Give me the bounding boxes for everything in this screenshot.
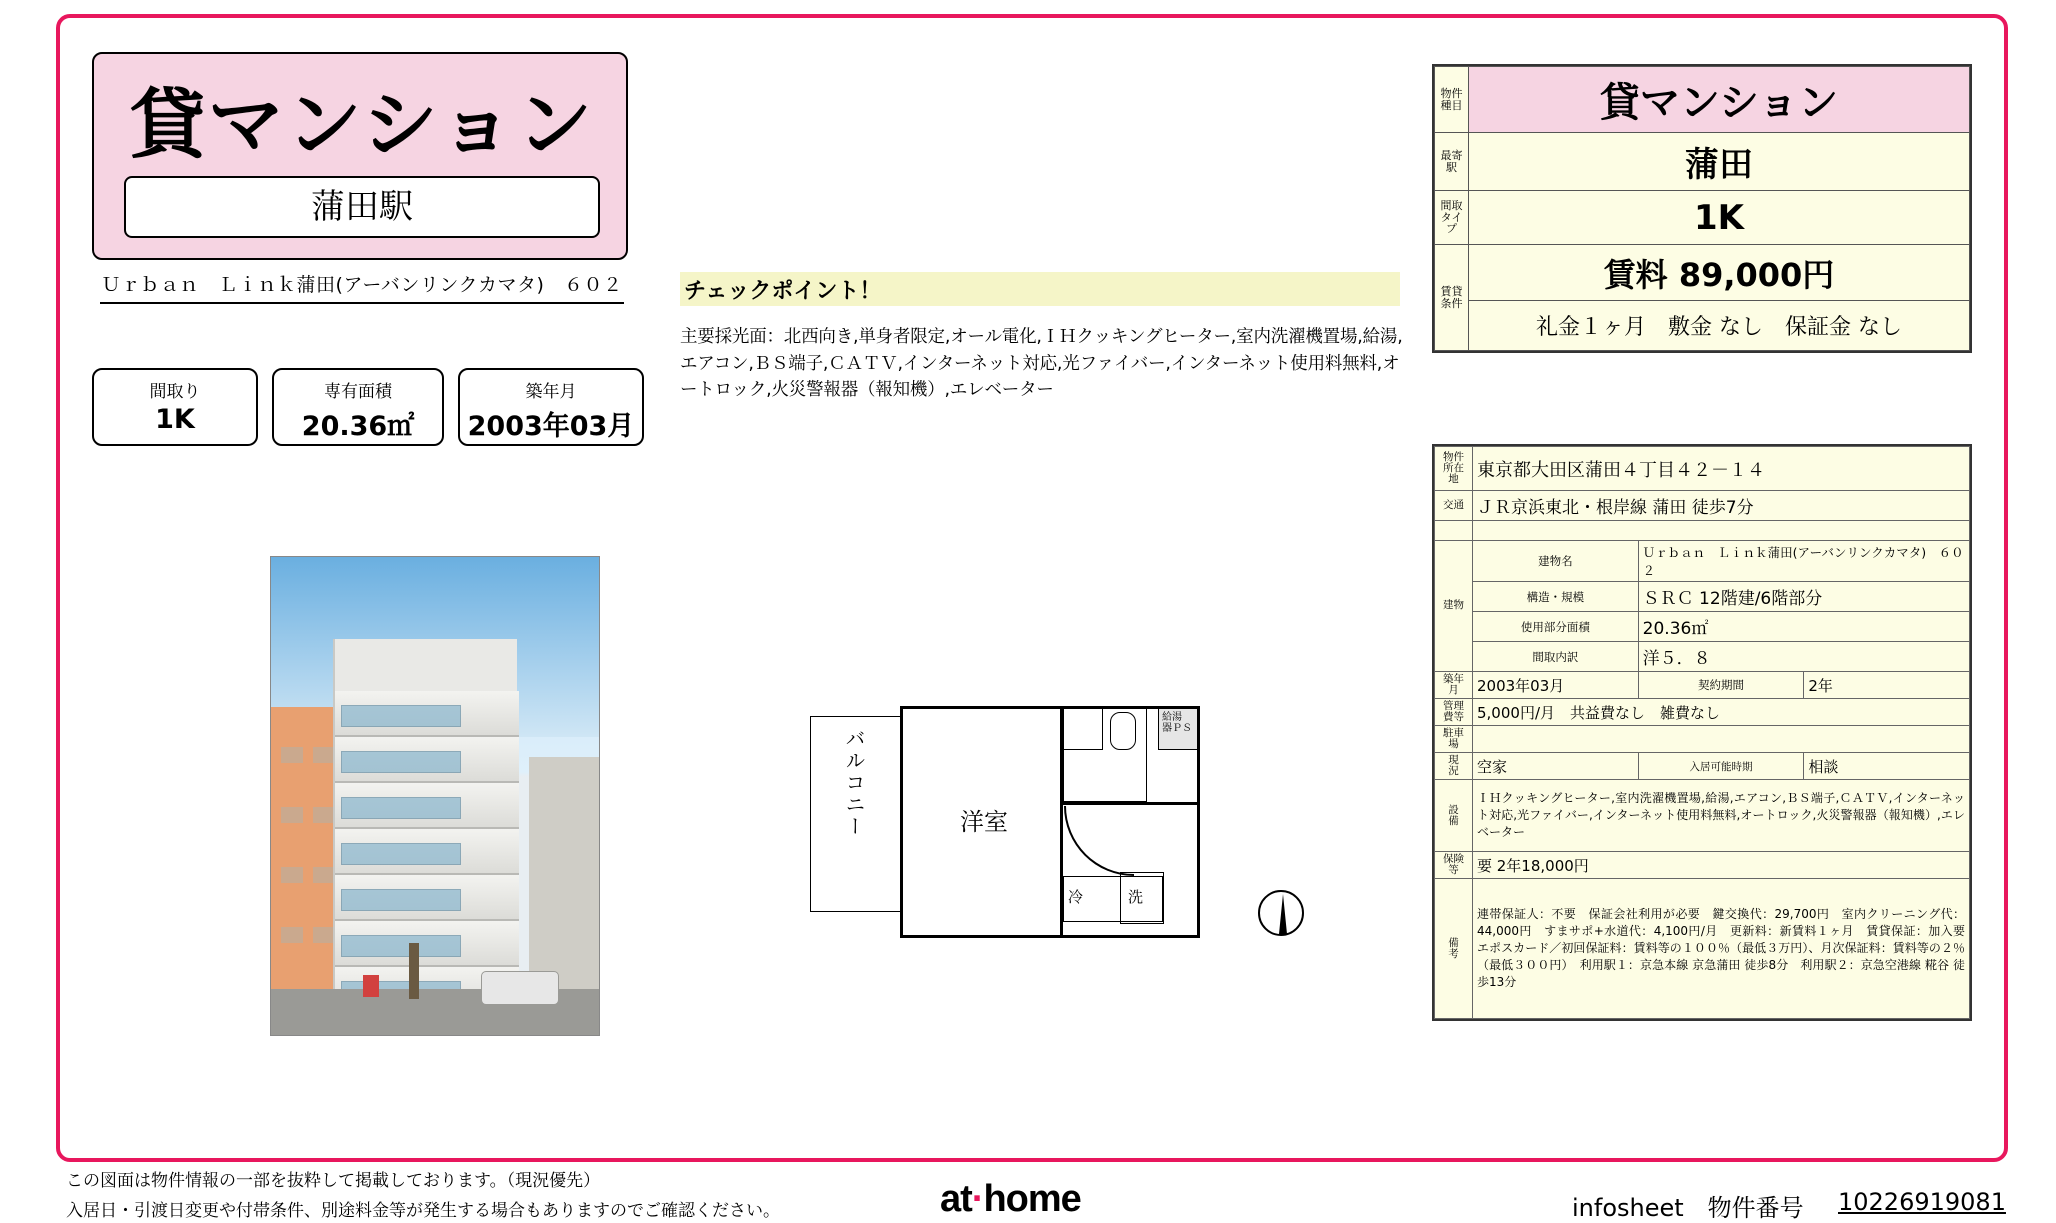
photo-tree (409, 943, 419, 999)
plan-washer-label: 洗 (1128, 888, 1144, 906)
detail-value-mgmt: 5,000円/月 共益費なし 雑費なし (1473, 699, 1970, 726)
detail-value-movein: 相談 (1804, 753, 1970, 780)
detail-row-insurance (1435, 852, 1970, 879)
building-name-underline (100, 302, 624, 304)
summary-table (1432, 64, 1972, 353)
summary-value-type: 1K (1469, 191, 1970, 245)
detail-row-mgmt (1435, 699, 1970, 726)
summary-row-deposit (1435, 301, 1970, 351)
detail-label-movein: 入居可能時期 (1638, 753, 1804, 780)
plan-hall-divider (1063, 802, 1200, 805)
photo-sign (363, 975, 379, 997)
checkpoint-body: 主要採光面：北西向き,単身者限定,オール電化,ＩＨクッキングヒーター,室内洗濯機置場,給湯,エアコン,ＢＳ端子,ＣＡＴＶ,インターネット対応,光ファイバー,インターネット使用料無料,オートロック,火災警報器（報知機）,エレベーター (680, 327, 1403, 401)
detail-label-insurance: 保険等 (1435, 852, 1473, 879)
detail-value-building-name: Ｕｒｂａｎ Ｌｉｎｋ蒲田(アーバンリンクカマタ) ６０２ (1638, 541, 1969, 582)
detail-value-traffic2 (1473, 521, 1970, 541)
detail-row-parking (1435, 726, 1970, 753)
plan-toilet (1110, 712, 1136, 750)
detail-value-remarks: 連帯保証人：不要 保証会社利用が必要 鍵交換代：29,700円 室内クリーニング代：44,000円 すまサポ+水道代：4,100円/月 更新料：新賃料１ヶ月 賃貸保証：加入要 エポスカード／初回保証料：賃料等の１００％（最低３万円）、月次保証料：賃料等の２％（最低３００円） 利用駅１：京急本線 京急蒲田 徒歩8分 利用駅２：京急空港線 糀谷 徒歩13分 (1473, 879, 1970, 1019)
chip-built-value: 2003年03月 (467, 411, 635, 442)
summary-value-rent: 賃料 89,000円 (1469, 245, 1970, 301)
chip-area-label: 専有面積 (324, 382, 392, 402)
detail-label-contract: 契約期間 (1638, 672, 1804, 699)
athome-logo: at·home (940, 1178, 1081, 1220)
chip-layout-value: 1K (155, 404, 195, 435)
photo-car (481, 971, 559, 1005)
summary-row-rent (1435, 245, 1970, 301)
station-badge: 蒲田駅 (124, 176, 600, 238)
plan-fridge-label: 冷 (1068, 888, 1084, 906)
compass-north-icon (1258, 890, 1304, 936)
detail-label-remarks: 備 考 (1435, 879, 1473, 1019)
detail-row-layout (1435, 642, 1970, 672)
building-photo (270, 556, 600, 1036)
detail-value-layout: 洋５．８ (1638, 642, 1969, 672)
building-name-header: Ｕｒｂａｎ Ｌｉｎｋ蒲田(アーバンリンクカマタ) ６０２ (101, 274, 623, 296)
summary-label-terms: 賃貸条件 (1435, 245, 1469, 351)
detail-label-layout: 間取内訳 (1473, 642, 1639, 672)
detail-label-traffic2 (1435, 521, 1473, 541)
chip-built-label: 築年月 (525, 382, 577, 402)
detail-row-area (1435, 612, 1970, 642)
plan-room-label: 洋室 (960, 808, 1008, 836)
detail-value-parking (1473, 726, 1970, 753)
detail-value-status: 空家 (1473, 753, 1639, 780)
plan-water-heater-label: 給湯 器ＰＳ (1162, 712, 1192, 734)
infosheet-number: 10226919081 (1838, 1188, 2006, 1216)
summary-label-kind: 物件種目 (1435, 67, 1469, 133)
detail-label-status: 現 況 (1435, 753, 1473, 780)
summary-row-kind (1435, 67, 1970, 133)
property-kind-title: 貸マンション (129, 80, 595, 169)
detail-label-building: 建物 (1435, 541, 1473, 672)
detail-label-building-name: 建物名 (1473, 541, 1639, 582)
summary-value-kind: 貸マンション (1469, 67, 1970, 133)
plan-balcony-label: バルコニー (842, 728, 866, 838)
detail-label-address: 物件所在地 (1435, 447, 1473, 491)
chip-layout-label: 間取り (149, 382, 201, 402)
property-kind-badge (92, 52, 628, 260)
detail-row-address (1435, 447, 1970, 491)
detail-label-equip: 設 備 (1435, 780, 1473, 852)
summary-value-deposit: 礼金１ヶ月 敷金 なし 保証金 なし (1469, 301, 1970, 351)
detail-label-structure: 構造・規模 (1473, 582, 1639, 612)
summary-label-type: 間取タイプ (1435, 191, 1469, 245)
detail-value-built: 2003年03月 (1473, 672, 1639, 699)
detail-value-address: 東京都大田区蒲田４丁目４２－１４ (1473, 447, 1970, 491)
summary-value-station: 蒲田 (1469, 133, 1970, 191)
summary-row-station (1435, 133, 1970, 191)
chip-built (458, 368, 644, 446)
chip-area-value: 20.36㎡ (301, 411, 415, 442)
summary-label-station: 最寄駅 (1435, 133, 1469, 191)
detail-value-traffic: ＪＲ京浜東北・根岸線 蒲田 徒歩7分 (1473, 491, 1970, 521)
chip-layout (92, 368, 258, 446)
detail-value-insurance: 要 2年18,000円 (1473, 852, 1970, 879)
detail-label-traffic: 交通 (1435, 491, 1473, 521)
detail-label-area: 使用部分面積 (1473, 612, 1639, 642)
detail-value-structure: ＳＲＣ 12階建/6階部分 (1638, 582, 1969, 612)
detail-label-parking: 駐車場 (1435, 726, 1473, 753)
detail-value-area: 20.36㎡ (1638, 612, 1969, 642)
detail-row-equip (1435, 780, 1970, 852)
detail-row-built (1435, 672, 1970, 699)
detail-label-mgmt: 管理費等 (1435, 699, 1473, 726)
floor-plan (810, 706, 1290, 938)
detail-row-traffic (1435, 491, 1970, 521)
detail-label-built: 築年月 (1435, 672, 1473, 699)
summary-row-type (1435, 191, 1970, 245)
detail-value-equip: ＩＨクッキングヒーター,室内洗濯機置場,給湯,エアコン,ＢＳ端子,ＣＡＴＶ,インターネット対応,光ファイバー,インターネット使用料無料,オートロック,火災警報器（報知機）,エレベーター (1473, 780, 1970, 852)
checkpoint-title: チェックポイント！ (684, 279, 882, 304)
plan-washbasin (1063, 706, 1103, 750)
detail-row-structure (1435, 582, 1970, 612)
detail-row-remarks (1435, 879, 1970, 1019)
chip-area (272, 368, 444, 446)
summary-chip-row (92, 368, 652, 446)
detail-value-contract: 2年 (1804, 672, 1970, 699)
footer-note-1: この図面は物件情報の一部を抜粋して掲載しております。（現況優先） (66, 1171, 601, 1191)
detail-row-traffic2 (1435, 521, 1970, 541)
infosheet-label: infosheet 物件番号 (1572, 1194, 1804, 1222)
detail-row-building-name (1435, 541, 1970, 582)
detail-table (1432, 444, 1972, 1021)
footer-note-2: 入居日・引渡日変更や付帯条件、別途料金等が発生する場合もありますのでご確認ください。 (66, 1201, 780, 1221)
detail-row-status (1435, 753, 1970, 780)
